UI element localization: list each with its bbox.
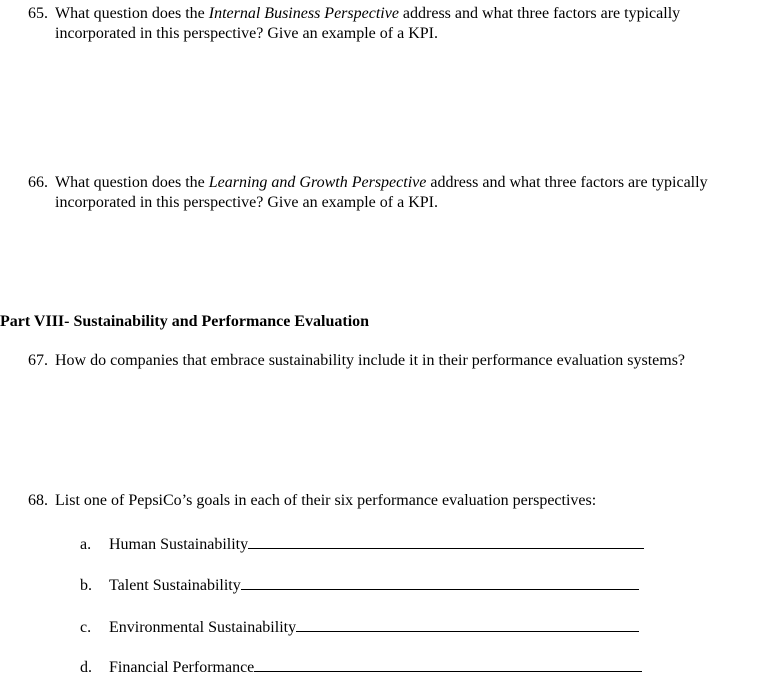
answer-item-financial-performance <box>80 656 642 678</box>
part-heading: Part VIII- Sustainability and Performance Evaluation <box>0 313 370 330</box>
question-text: How do companies that embrace sustainability include it in their performance evaluation systems? <box>55 352 686 369</box>
answer-letter: a. <box>80 536 92 553</box>
answer-blank-line[interactable] <box>248 533 644 549</box>
question-text-end: address and what three factors are typically incorporated in this perspective? Give an example of a KPI. <box>55 174 708 211</box>
question-text-start: What question does the <box>55 5 209 22</box>
answer-blank-line[interactable] <box>296 616 639 632</box>
answer-label: Human Sustainability <box>109 536 249 553</box>
question-number: 67. <box>28 352 48 369</box>
answer-blank-line[interactable] <box>254 656 642 672</box>
question-text-end: address and what three factors are typically incorporated in this perspective? Give an example of a KPI. <box>55 5 681 42</box>
answer-item-human-sustainability <box>80 533 644 555</box>
question-perspective-name: Learning and Growth Perspective <box>208 174 427 191</box>
question-number: 66. <box>28 174 48 191</box>
question-68 <box>28 491 728 511</box>
answer-letter: b. <box>80 577 92 594</box>
question-text: List one of PepsiCo’s goals in each of their six performance evaluation perspectives: <box>55 492 597 509</box>
question-number: 65. <box>28 5 48 22</box>
question-text <box>55 4 728 44</box>
answer-item-talent-sustainability <box>80 574 639 596</box>
answer-item-environmental-sustainability <box>80 616 639 638</box>
question-66 <box>28 173 728 213</box>
answer-letter: d. <box>80 659 92 676</box>
question-number: 68. <box>28 492 48 509</box>
question-67 <box>28 351 728 371</box>
question-text <box>55 173 728 213</box>
answer-label: Talent Sustainability <box>109 577 241 594</box>
question-65 <box>28 4 728 44</box>
answer-label: Financial Performance <box>109 659 255 676</box>
answer-label: Environmental Sustainability <box>109 619 297 636</box>
question-perspective-name: Internal Business Perspective <box>208 5 399 22</box>
answer-letter: c. <box>80 619 92 636</box>
question-text-start: What question does the <box>55 174 209 191</box>
answer-blank-line[interactable] <box>241 574 639 590</box>
